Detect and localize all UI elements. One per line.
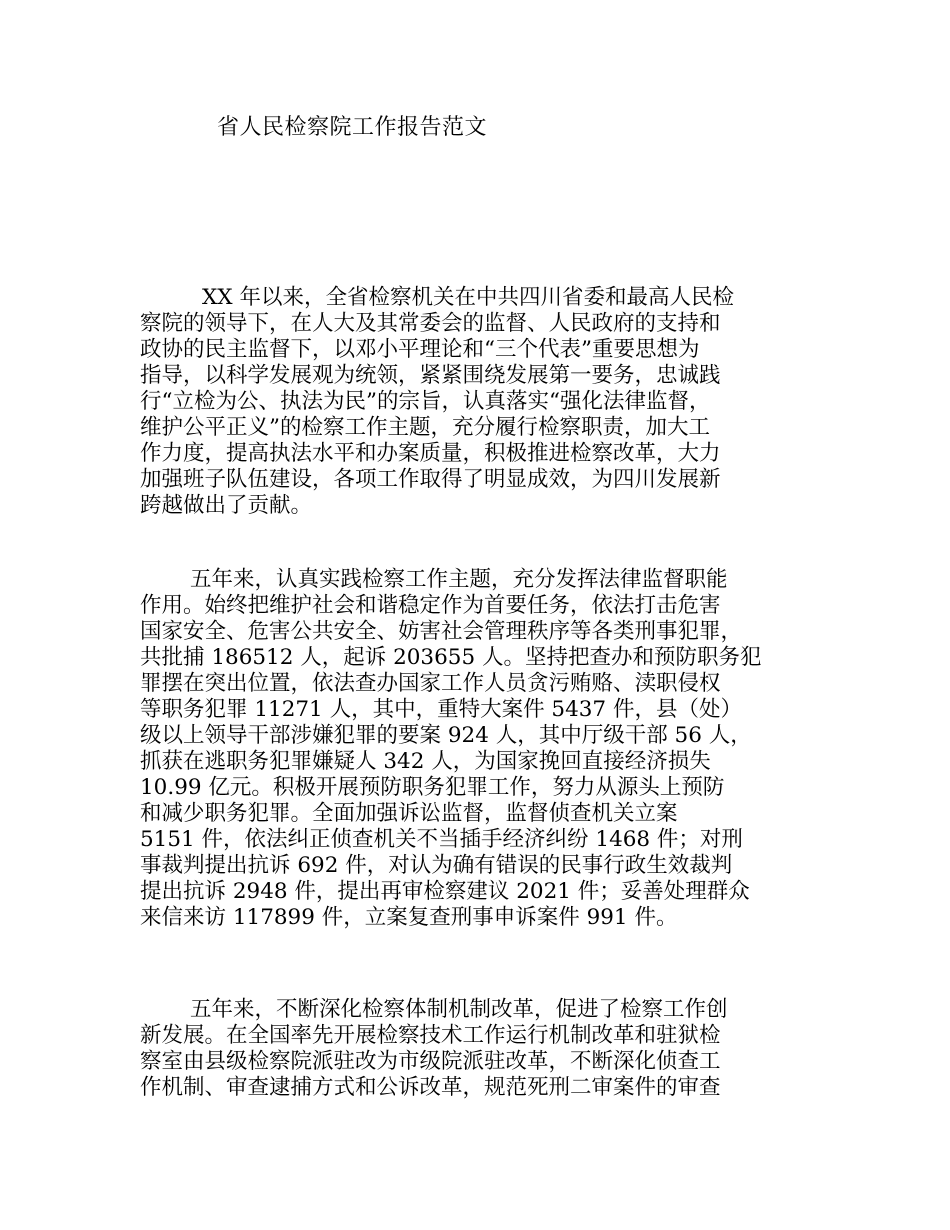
paragraph-1	[140, 285, 830, 519]
paragraph-line: 跨越做出了贡献。	[140, 493, 313, 518]
paragraph-line: 政协的民主监督下，以邓小平理论和“三个代表”重要思想为	[140, 337, 700, 362]
paragraph-line: 五年来，认真实践检察工作主题，充分发挥法律监督职能	[190, 567, 728, 592]
paragraph-line: 维护公平正义”的检察工作主题，充分履行检察职责，加大工	[140, 415, 710, 440]
paragraph-line: 指导，以科学发展观为统领，紧紧围绕发展第一要务，忠诚践	[140, 363, 721, 388]
paragraph-line: 新发展。在全国率先开展检察技术工作运行机制改革和驻狱检	[140, 1023, 721, 1048]
paragraph-line: 察室由县级检察院派驻改为市级院派驻改革，不断深化侦查工	[140, 1049, 721, 1074]
paragraph-3	[140, 997, 830, 1101]
paragraph-line: 10.99 亿元。积极开展预防职务犯罪工作，努力从源头上预防	[140, 775, 725, 800]
paragraph-2	[140, 567, 830, 931]
paragraph-line: 行“立检为公、执法为民”的宗旨，认真落实“强化法律监督，	[140, 389, 711, 414]
paragraph-line: 等职务犯罪 11271 人，其中，重特大案件 5437 件，县（处）	[140, 697, 742, 722]
paragraph-line: 共批捕 186512 人，起诉 203655 人。坚持把查办和预防职务犯	[140, 645, 762, 670]
paragraph-line: 五年来，不断深化检察体制机制改革，促进了检察工作创	[190, 997, 728, 1022]
paragraph-line: 抓获在逃职务犯罪嫌疑人 342 人，为国家挽回直接经济损失	[140, 749, 711, 774]
paragraph-line: 提出抗诉 2948 件，提出再审检察建议 2021 件；妥善处理群众	[140, 879, 750, 904]
paragraph-line: 级以上领导干部涉嫌犯罪的要案 924 人，其中厅级干部 56 人，	[140, 723, 752, 748]
paragraph-line: 事裁判提出抗诉 692 件，对认为确有错误的民事行政生效裁判	[140, 853, 733, 878]
paragraph-line: 作机制、审查逮捕方式和公诉改革，规范死刑二审案件的审查	[140, 1075, 721, 1100]
paragraph-line: 国家安全、危害公共安全、妨害社会管理秩序等各类刑事犯罪，	[140, 619, 743, 644]
paragraph-line: 察院的领导下，在人大及其常委会的监督、人民政府的支持和	[140, 311, 721, 336]
paragraph-line: 作用。始终把维护社会和谐稳定作为首要任务，依法打击危害	[140, 593, 721, 618]
paragraph-line: 和减少职务犯罪。全面加强诉讼监督，监督侦查机关立案	[140, 801, 678, 826]
paragraph-line: 罪摆在突出位置，依法查办国家工作人员贪污贿赂、渎职侵权	[140, 671, 721, 696]
paragraph-line: 作力度，提高执法水平和办案质量，积极推进检察改革，大力	[140, 441, 721, 466]
paragraph-line: 5151 件，依法纠正侦查机关不当插手经济纠纷 1468 件；对刑	[140, 827, 743, 852]
paragraph-line: XX 年以来，全省检察机关在中共四川省委和最高人民检	[202, 285, 734, 310]
document-title: 省人民检察院工作报告范文	[217, 115, 488, 140]
paragraph-line: 来信来访 117899 件，立案复查刑事申诉案件 991 件。	[140, 905, 678, 930]
paragraph-line: 加强班子队伍建设，各项工作取得了明显成效，为四川发展新	[140, 467, 721, 492]
